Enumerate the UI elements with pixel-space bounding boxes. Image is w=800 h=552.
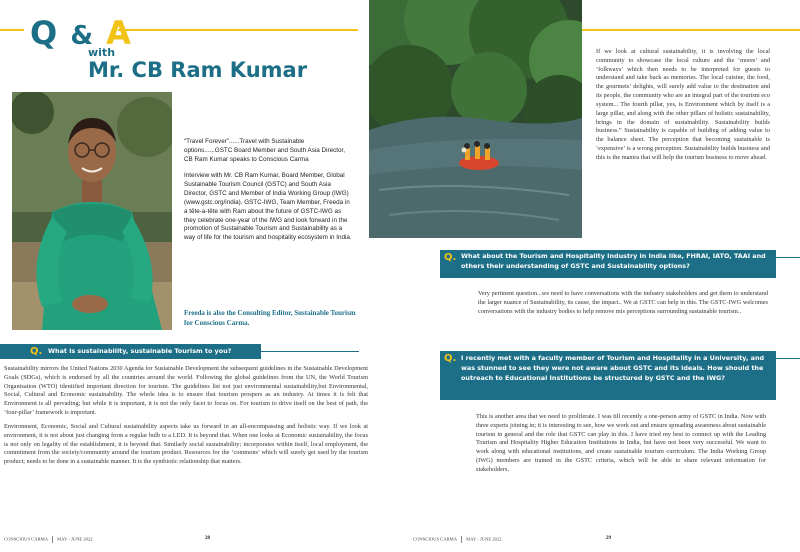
qa-a: A <box>106 14 132 52</box>
page-number-left: 28 <box>205 536 210 541</box>
answer-1 <box>4 365 368 472</box>
header-rule-left <box>0 29 24 31</box>
q-marker-3: Q. <box>444 353 457 364</box>
intro-text <box>184 138 352 250</box>
answer-3: This is another area that we need to proliferate. I was till recently a one-person army of GSTC in India. Now with three experts joining in; it is interesting to see, how we work out and ensure spreading awareness about sustainable tourism in general and the role that GSTC can play in this. I have tried my best to connect up with the Leading Tourism and Hospitality Higher Education Institutions in India, but have not been very successful. We want to work along with educational institutions, and create sustainable tourism curriculum. The India Working Group (IWG) members are trained in the GSTC criteria, which will be able to share relevant information for stakeholders. <box>476 413 766 473</box>
answer-1-paragraph-2: Environment, Economic, Social and Cultural sustainability aspects take us forward in an all-encompassing and holistic way. If we look at environment, it is not about just changing from a regular bulb to a LED. It is beyond that. When one looks at Economic sustainability, the focus is not only on legality of the establishment, it is beyond that. Similarly social sustainability; incorporates within itself, local employment, the commitment from the society/community around the tourism product. Resources for the ‘commons’ which will surely get used by the tourism product; needs to be done in a sustainable manner. It is the symbiotic relationship that matters. <box>4 422 368 466</box>
question-2-rule <box>776 257 800 258</box>
footer-separator-right <box>461 536 462 543</box>
question-2-text: What about the Tourism and Hospitality Industry in India like, FHRAI, IATO, TAAI and others their understanding of GSTC and Sustainability options? <box>461 252 766 270</box>
question-bar-3 <box>440 351 776 400</box>
qa-amp: & <box>70 21 95 51</box>
with-label: with <box>88 46 116 59</box>
interviewee-name: Mr. CB Ram Kumar <box>88 58 308 82</box>
page-number-right: 29 <box>606 536 611 541</box>
answer-2: Very pertinent question...we need to have conversations with the industry stakeholders and get them to understand the larger nuance of Sustainability, its cause, the impact.. We at GSTC can help in this. The GSTC-IWG welcomes conversations with the industry bodies to help remove mis perceptions surrounding sustainable tourism.. <box>478 290 768 315</box>
cultural-sustainability-text: If we look at cultural sustainability, it is involving the local community to showcase the local culture and the ‘mores’ and ‘folkways’ which then needs to be interpreted for guests to understand and take back as memories. The local cuisine, the food, the gourmets’ delights, will surely add value to the destination and its people, the community who are an integral part of the tourism eco system... The fourth pillar, yes, is Environment which by itself is a large pillar, and along with the other pillars of holistic sustainability, brings in the domain of sustainability. Sustainability builds business.” Sustainability is capable of building of adding value to the balance sheet. The perception that becoming sustainable is ‘expensive’ is a wrong perception. Sustainability builds business and this is the mantra that will help the tourism business to move ahead. <box>596 48 770 161</box>
answer-1-paragraph-1: Sustainability mirrors the United Nations 2030 Agenda for Sustainable Development the subsequent guidelines in the Sustainable Development Goals (SDGs), which is endorsed by all the countries around the world. Following the global guidelines from the UN, the World Tourism Organisation (WTO) identified important direction for tourism. The guidelines list not just environmental sustainability,but Environmental, Social, Cultural and Economic sustainability. The whole idea is to ensure that tourism prospers as an industry. At times it is felt that Environment is all pervading; but while it is important, it is not the only facet to focus on. For tourism to drive itself on the best of path, the ‘four-pillar’ framework is important. <box>4 365 368 417</box>
editor-note: Freeda is also the Consulting Editor, Sustainable Tourism for Conscious Carma. <box>184 309 356 327</box>
intro-lead: “Travel Forever”......Travel with Sustainable options......GSTC Board Member and South Asia Director, CB Ram Kumar speaks to Conscious Carma <box>184 138 345 163</box>
qa-q: Q <box>30 14 59 52</box>
question-3-rule <box>776 358 800 359</box>
portrait-photo <box>12 92 172 330</box>
question-1-text: What is sustainability, sustainable Tourism to you? <box>48 347 232 355</box>
river-rafting-photo <box>369 0 582 238</box>
qa-heading <box>30 14 132 52</box>
question-bar-2 <box>440 250 776 278</box>
footer-issue-left: MAY - JUNE 2022 <box>57 536 93 542</box>
question-1-rule <box>261 351 359 352</box>
question-bar-1 <box>0 344 261 359</box>
footer-magazine-left: CONSCIOUS CARMA <box>4 536 49 542</box>
intro-summary: Interview with Mr. CB Ram Kumar, Board Member, Global Sustainable Tourism Council (GSTC) and South Asia Director, GSTC and Member of India Working Group (IWG) (www.gstc.org/india). GSTC-IWG, Team Member, Freeda in a tête-a-tête with Ram about the future of GSTC-IWG as they celebrate one-year of the IWG and look forward in the promotion of Sustainable Tourism and Sustainability as a way of life for the tourism and hospitality ecosystem in India. <box>184 171 352 242</box>
header-rule-right <box>118 29 358 31</box>
footer-magazine-right: CONSCIOUS CARMA <box>413 536 458 542</box>
footer-left <box>4 536 93 543</box>
footer-separator-left <box>52 536 53 543</box>
footer-issue-right: MAY - JUNE 2022 <box>466 536 502 542</box>
question-3-text: I recently met with a faculty member of Tourism and Hospitality in a University, and was stunned to see they were not aware about GSTC and its ideals. How should the outreach to Educational Institutions be structured by GSTC and the IWG? <box>461 354 765 382</box>
top-rule-right-page <box>582 29 800 31</box>
footer-right <box>413 536 502 543</box>
q-marker-1: Q. <box>30 346 43 357</box>
q-marker-2: Q. <box>444 252 457 263</box>
